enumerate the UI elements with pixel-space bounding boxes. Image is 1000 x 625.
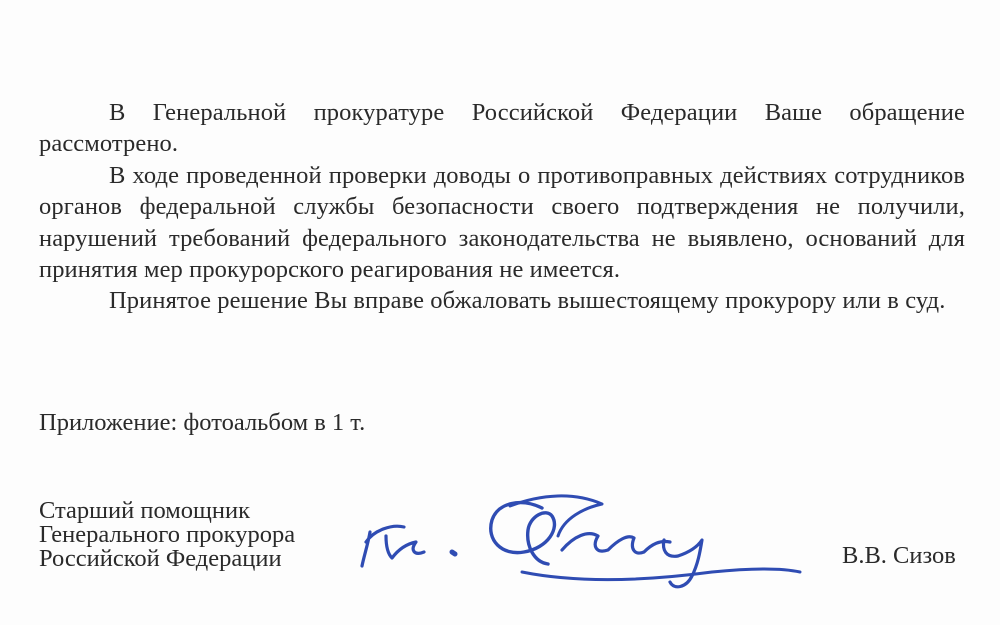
paragraph-inspection-result: В ходе проведенной проверки доводы о противоправных действиях сотрудников органов федеральной службы безопасности своего подтверждения не получили, нарушений требований федерального законодательства не выявлено, оснований для принятия мер прокурорского реагирования не имеется. bbox=[39, 161, 965, 284]
attachment-note: Приложение: фотоальбом в 1 т. bbox=[39, 409, 366, 436]
letter-body bbox=[39, 97, 965, 317]
signatory-title-line: Генерального прокурора bbox=[39, 521, 296, 548]
signatory-name: В.В. Сизов bbox=[842, 542, 956, 569]
paragraph-appeal-right: Принятое решение Вы вправе обжаловать вышестоящему прокурору или в суд. bbox=[109, 287, 946, 315]
signatory-title-line: Старший помощник bbox=[39, 497, 251, 524]
paragraph-review-notice: В Генеральной прокуратуре Российской Федерации Ваше обращение рассмотрено. bbox=[39, 99, 965, 158]
signatory-title-line: Российской Федерации bbox=[39, 545, 282, 572]
signatory-title bbox=[39, 499, 295, 571]
handwritten-signature bbox=[352, 480, 812, 600]
